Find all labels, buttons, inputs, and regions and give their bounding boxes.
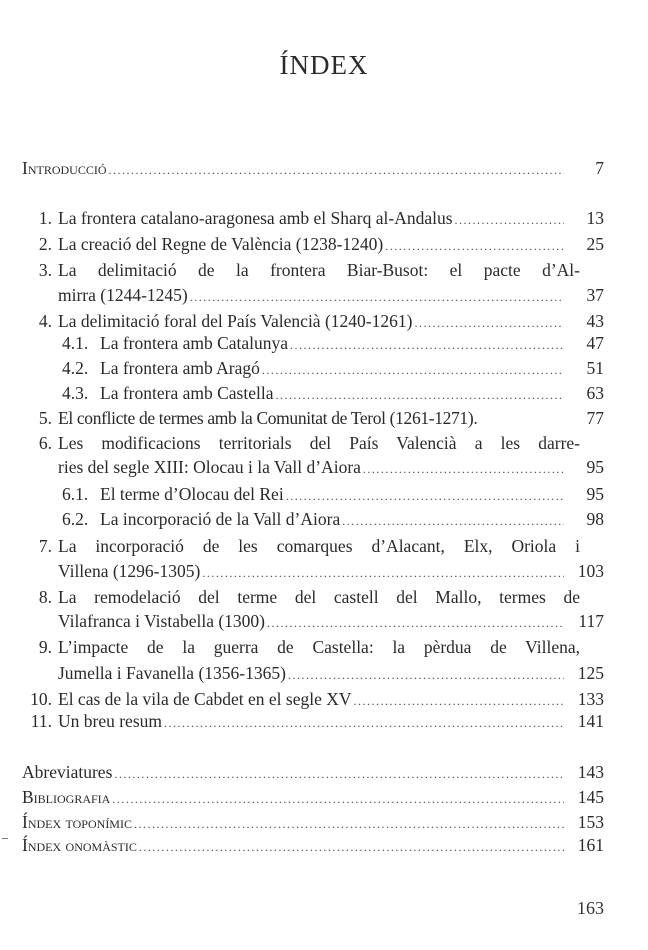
dot-leader	[385, 235, 564, 257]
toc-entry-page: 117	[578, 611, 604, 631]
toc-entry-label: El terme d’Olocau del Rei	[100, 484, 284, 504]
toc-entry-label: La frontera amb Aragó	[100, 358, 260, 378]
toc-entry-chapter-9-continuation[interactable]	[22, 662, 604, 684]
dot-leader	[455, 209, 564, 231]
toc-entry-section-6-2[interactable]	[22, 508, 604, 530]
toc-entry-label: Bibliografia	[22, 787, 111, 807]
toc-entry-label-line-1: La delimitació de la frontera Biar-Busot: el pacte d’Al-	[58, 260, 580, 280]
toc-entry-page: 25	[586, 234, 604, 254]
toc-entry-label: La frontera catalano-aragonesa amb el Sharq al-Andalus	[58, 208, 453, 228]
toc-entry-section-4-3[interactable]	[22, 382, 604, 404]
toc-entry-chapter-6-continuation[interactable]	[22, 456, 604, 478]
toc-entry-page: 153	[577, 812, 604, 832]
toc-entry-label-line-2: Vilafranca i Vistabella (1300)	[58, 611, 266, 631]
toc-entry-bibliografia[interactable]	[22, 786, 604, 808]
toc-entry-introduccio[interactable]	[22, 157, 604, 179]
toc-entry-label-line-1: La remodelació del terme del castell del Mallo, termes de	[58, 587, 580, 607]
toc-entry-label: La frontera amb Catalunya	[100, 333, 289, 353]
toc-entry-page: 125	[577, 663, 604, 683]
dot-leader	[114, 763, 564, 785]
toc-entry-page: 13	[586, 208, 604, 228]
toc-entry-number: 9.	[38, 637, 52, 657]
toc-entry-label-line-1: Les modificacions territorials del País Valencià a les darre-	[58, 433, 580, 453]
toc-entry-label: La delimitació foral del País Valencià (1240-1261)	[58, 311, 413, 331]
toc-entry-label: El conflicte de termes amb la Comunitat de Terol (1261-1271).	[58, 408, 478, 428]
toc-entry-chapter-11[interactable]	[22, 710, 604, 732]
toc-entry-number: 6.	[38, 433, 52, 453]
toc-entry-chapter-3[interactable]	[22, 259, 604, 281]
toc-entry-number: 3.	[38, 260, 52, 280]
toc-entry-section-4-1[interactable]	[22, 332, 604, 354]
toc-entry-section-4-2[interactable]	[22, 357, 604, 379]
toc-entry-index-toponimic[interactable]	[22, 811, 604, 833]
toc-entry-number: 6.1.	[62, 484, 89, 504]
toc-entry-chapter-9[interactable]	[22, 636, 604, 658]
toc-entry-index-onomastic[interactable]	[22, 834, 604, 856]
toc-entry-chapter-4[interactable]	[22, 310, 604, 332]
dot-leader	[190, 286, 564, 308]
toc-entry-number: 1.	[38, 208, 52, 228]
dot-leader	[267, 612, 564, 634]
toc-entry-page: 51	[586, 358, 604, 378]
toc-entry-page: 145	[577, 787, 604, 807]
toc-entry-label: Introducció	[22, 158, 107, 178]
dot-leader	[288, 664, 564, 686]
margin-mark	[2, 838, 8, 839]
toc-entry-label: Índex toponímic	[22, 812, 132, 832]
toc-entry-page: 7	[595, 158, 604, 178]
dot-leader	[134, 813, 564, 835]
toc-entry-chapter-7[interactable]	[22, 535, 604, 557]
toc-entry-number: 11.	[30, 711, 52, 731]
toc-entry-label-line-2: mirra (1244-1245)	[58, 285, 188, 305]
toc-entry-label: Abreviatures	[22, 762, 113, 782]
toc-entry-page: 161	[577, 835, 604, 855]
toc-entry-page: 103	[577, 561, 604, 581]
toc-entry-number: 4.	[38, 311, 52, 331]
toc-entry-number: 4.3.	[62, 383, 89, 403]
page-title: ÍNDEX	[279, 50, 369, 80]
toc-entry-page: 95	[586, 457, 604, 477]
toc-entry-page: 143	[577, 762, 604, 782]
toc-entry-number: 2.	[38, 234, 52, 254]
dot-leader	[342, 510, 564, 532]
toc-entry-chapter-7-continuation[interactable]	[22, 560, 604, 582]
toc-entry-label: Un breu resum	[58, 711, 163, 731]
dot-leader	[109, 159, 565, 181]
dot-leader	[290, 334, 564, 356]
toc-entry-abreviatures[interactable]	[22, 761, 604, 783]
toc-entry-chapter-5[interactable]	[22, 407, 604, 429]
page-number: 163	[577, 898, 604, 918]
toc-entry-number: 6.2.	[62, 509, 89, 529]
toc-entry-label: El cas de la vila de Cabdet en el segle XV	[58, 689, 352, 709]
toc-entry-label-line-1: La incorporació de les comarques d’Alacant, Elx, Oriola i	[58, 536, 580, 556]
dot-leader	[164, 712, 564, 734]
toc-entry-label: La frontera amb Castella	[100, 383, 274, 403]
toc-entry-label-line-1: L’impacte de la guerra de Castella: la pèrdua de Villena,	[58, 637, 580, 657]
toc-entry-chapter-2[interactable]	[22, 233, 604, 255]
toc-entry-chapter-6[interactable]	[22, 432, 604, 454]
toc-entry-page: 43	[586, 311, 604, 331]
toc-entry-page: 63	[586, 383, 604, 403]
toc-entry-page: 141	[577, 711, 604, 731]
toc-entry-number: 7.	[38, 536, 52, 556]
toc-entry-chapter-10[interactable]	[22, 688, 604, 710]
dot-leader	[275, 384, 564, 406]
dot-leader	[286, 485, 564, 507]
toc-entry-page: 77	[586, 408, 604, 428]
toc-entry-label-line-2: Villena (1296-1305)	[58, 561, 201, 581]
toc-entry-label-line-2: ries del segle XIII: Olocau i la Vall d’Aiora	[58, 457, 361, 477]
toc-entry-number: 4.2.	[62, 358, 89, 378]
toc-entry-number: 8.	[38, 587, 52, 607]
dot-leader	[363, 458, 564, 480]
dot-leader	[139, 836, 564, 858]
toc-entry-label: Índex onomàstic	[22, 835, 137, 855]
dot-leader	[354, 690, 564, 712]
toc-entry-page: 47	[586, 333, 604, 353]
toc-entry-number: 5.	[38, 408, 52, 428]
toc-entry-page: 95	[586, 484, 604, 504]
toc-entry-label-line-2: Jumella i Favanella (1356-1365)	[58, 663, 286, 683]
dot-leader	[414, 312, 564, 334]
toc-entry-page: 133	[577, 689, 604, 709]
toc-entry-label: La creació del Regne de València (1238-1240)	[58, 234, 384, 254]
dot-leader	[112, 788, 564, 810]
toc-entry-number: 4.1.	[62, 333, 89, 353]
dot-leader	[262, 359, 564, 381]
toc-entry-chapter-8[interactable]	[22, 586, 604, 608]
toc-entry-number: 10.	[30, 689, 52, 709]
dot-leader	[202, 562, 564, 584]
toc-entry-chapter-1[interactable]	[22, 207, 604, 229]
toc-entry-chapter-8-continuation[interactable]	[22, 610, 604, 632]
toc-entry-page: 37	[586, 285, 604, 305]
toc-entry-page: 98	[586, 509, 604, 529]
toc-entry-chapter-3-continuation[interactable]	[22, 284, 604, 306]
toc-entry-section-6-1[interactable]	[22, 483, 604, 505]
toc-entry-label: La incorporació de la Vall d’Aiora	[100, 509, 341, 529]
